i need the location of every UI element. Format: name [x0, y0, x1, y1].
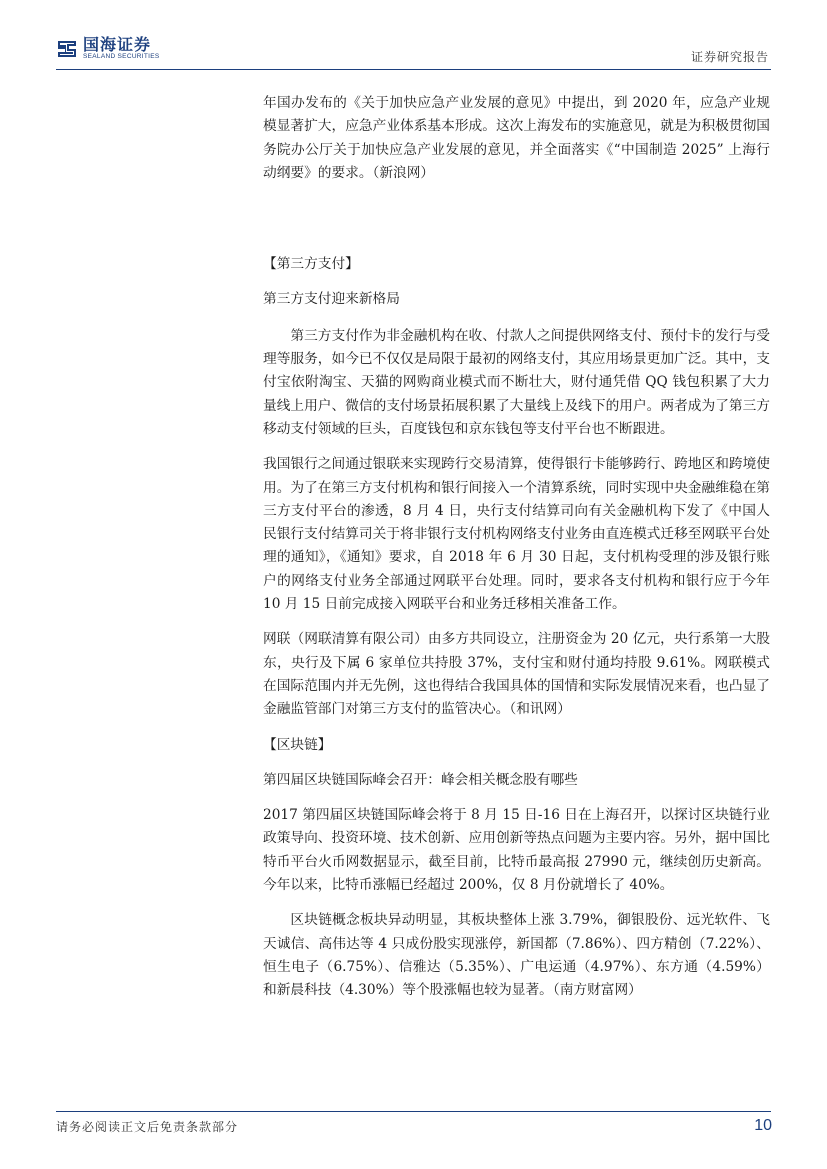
- paragraph-blockchain-summit: 2017 第四届区块链国际峰会将于 8 月 15 日-16 日在上海召开，以探讨区块链行业政策导向、投资环境、技术创新、应用创新等热点问题为主要内容。另外，据中国比特币平台火币网数据显示，截至目前，比特币最高报 27990 元，继续创历史新高。今年以来，比特币涨幅已经超过 200%，仅 8 月份就增长了 40%。: [263, 807, 770, 894]
- company-logo: [56, 36, 160, 61]
- paragraph-unionpay-netsunion: 我国银行之间通过银联来实现跨行交易清算，使得银行卡能够跨行、跨地区和跨境使用。为了在第三方支付机构和银行间接入一个清算系统，同时实现中央金融维稳在第三方支付平台的渗透，8 月 4 日，央行支付结算司向有关金融机构下发了《中国人民银行支付结算司关于将非银行支付机构网络支付业务由直连模式迁移至网联平台处理的通知》，《通知》要求，自 2018 年 6 月 30 日起，支付机构受理的涉及银行账户的网络支付业务全部通过网联平台处理。同时，要求各支付机构和银行应于今年 10 月 15 日前完成接入网联平台和业务迁移相关准备工作。: [263, 456, 770, 613]
- paragraph-netsunion-shareholders: 网联（网联清算有限公司）由多方共同设立，注册资金为 20 亿元，央行系第一大股东，央行及下属 6 家单位共持股 37%，支付宝和财付通均持股 9.61%。网联模式在国际范围内并无先例，这也得结合我国具体的国情和实际发展情况来看，也凸显了金融监管部门对第三方支付的监管决心。（和讯网）: [263, 631, 770, 718]
- section-tag-blockchain: 【区块链】: [263, 736, 332, 753]
- logo-english-name: SEALAND SECURITIES: [83, 53, 160, 60]
- header-divider: [56, 69, 771, 70]
- logo-chinese-name: 国海证券: [83, 35, 152, 54]
- paragraph-blockchain-stocks: 区块链概念板块异动明显，其板块整体上涨 3.79%，御银股份、远光软件、飞天诚信、高伟达等 4 只成份股实现涨停，新国都（7.86%）、四方精创（7.22%）、恒生电子（6.75%）、信雅达（5.35%）、广电运通（4.97%）、东方通（4.59%）和新晨科技（4.30%）等个股涨幅也较为显著。（南方财富网）: [263, 912, 770, 999]
- paragraph-emergency-industry: 年国办发布的《关于加快应急产业发展的意见》中提出，到 2020 年，应急产业规模显著扩大，应急产业体系基本形成。这次上海发布的实施意见，就是为积极贯彻国务院办公厅关于加快应急产业发展的意见，并全面落实《“中国制造 2025” 上海行动纲要》的要求。（新浪网）: [263, 95, 770, 181]
- footer-divider: [56, 1111, 771, 1112]
- page-number: 10: [754, 1117, 772, 1134]
- section-title-blockchain: 第四届区块链国际峰会召开：峰会相关概念股有哪些: [263, 771, 578, 788]
- page-header: [56, 30, 771, 70]
- section-tag-third-party-payment: 【第三方支付】: [263, 256, 359, 273]
- sealand-logo-icon: [56, 38, 78, 60]
- paragraph-third-party-overview: 第三方支付作为非金融机构在收、付款人之间提供网络支付、预付卡的发行与受理等服务，如今已不仅仅是局限于最初的网络支付，其应用场景更加广泛。其中，支付宝依附淘宝、天猫的网购商业模式而不断壮大，财付通凭借 QQ 钱包积累了大力量线上用户、微信的支付场景拓展积累了大量线上及线下的用户。两者成为了第三方移动支付领域的巨头，百度钱包和京东钱包等支付平台也不断跟进。: [263, 327, 770, 437]
- main-content: [263, 92, 770, 1003]
- report-type-label: 证券研究报告: [690, 50, 769, 64]
- section-title-third-party-payment: 第三方支付迎来新格局: [263, 291, 400, 308]
- disclaimer-note: 请务必阅读正文后免责条款部分: [56, 1120, 239, 1134]
